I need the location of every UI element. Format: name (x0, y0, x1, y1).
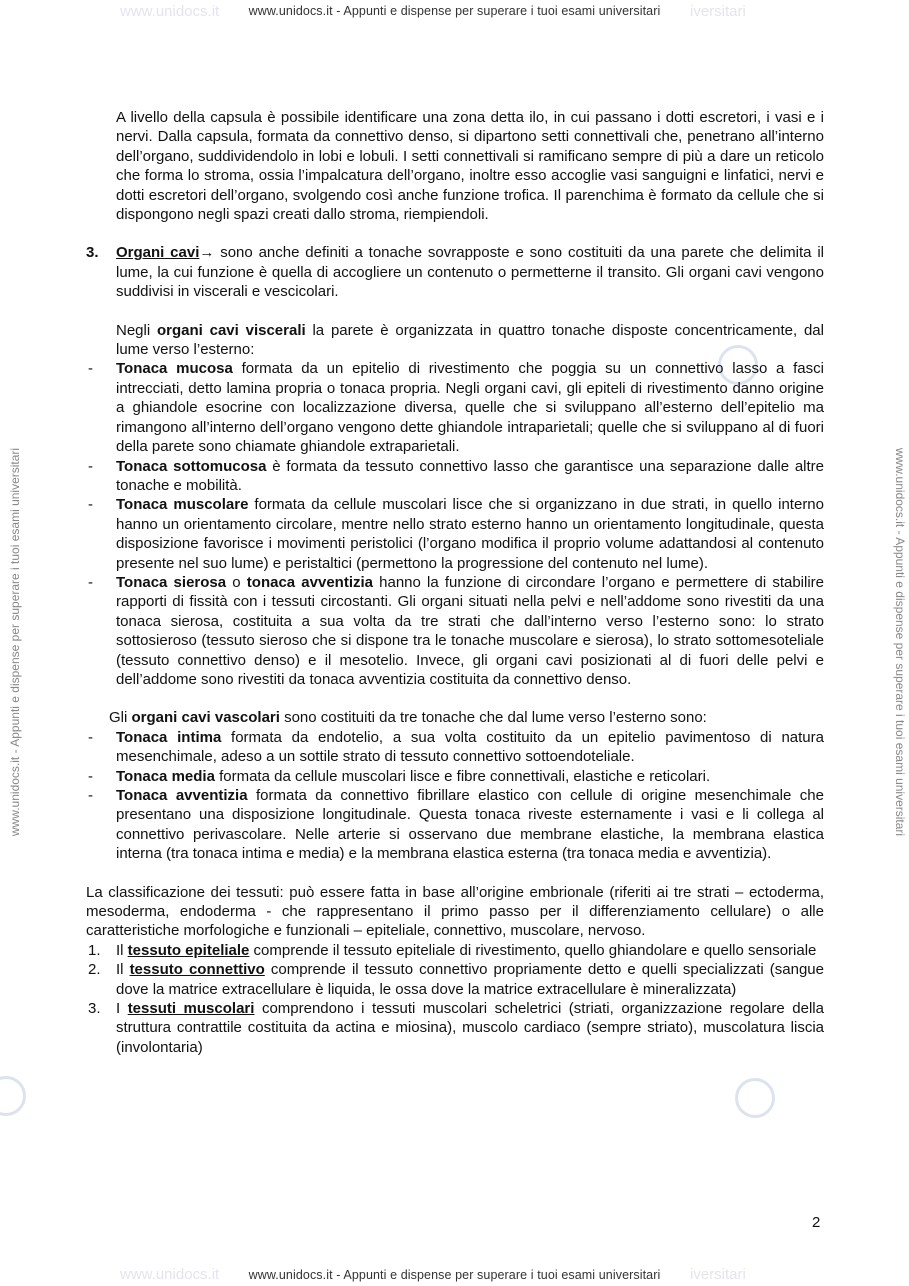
watermark-top[interactable]: www.unidocs.it - Appunti e dispense per superare i tuoi esami universitari (248, 4, 661, 18)
watermark-ghost-top: www.unidocs.it (120, 3, 220, 20)
classification-paragraph: La classificazione dei tessuti: può essere fatta in base all’origine embrionale (riferiti ai tre strati – ectoderma, mesoderma, endoderma - che rappresentano il primo passo per il differenziamento cellulare) o alle caratteristiche morfologiche e funzionali – epiteliale, connettivo, muscolare, nervoso. (86, 883, 824, 940)
list-item: - Tonaca mucosa formata da un epitelio di rivestimento che poggia su un connettivo lasso a fasci intrecciati, detto lamina propria o tonaca propria. Negli organi cavi, gli epiteli di rivestimento danno origine a ghiandole esocrine con localizzazione diversa, quelle che si sviluppano all’esterno dell’epitelio ma rimangono all’interno dell’organo vengono dette ghiandole intraparietali; quelle che si sviluppano al di fuori della parete sono chiamate ghiandole extraparietali. (88, 360, 824, 456)
list-item: - Tonaca muscolare formata da cellule muscolari lisce che si organizzano in due strati, in quello interno hanno un orientamento circolare, mentre nello strato esterno hanno un orientamento longitudinale, questa disposizione favorisce i movimenti peristolici (l’organo modifica il proprio volume adattandosi al contenuto presente nel suo lume) e peristaltici (permettono la progressione del contenuto nel lume). (88, 496, 824, 572)
list-item: - Tonaca sierosa o tonaca avventizia hanno la funzione di circondare l’organo e permettere di stabilire rapporti di fissità con i tessuti circostanti. Gli organi situati nella pelvi e nell’addome sono rivestiti da una tonaca sierosa, costituita a sua volta da tre strati che dall’interno verso l’esterno sono: lo strato sottosieroso (tessuto sieroso che si dispone tra le tonache muscolare e sierosa), lo strato sottomesoteliale (tessuto connettivo denso) e il mesotelio. Invece, gli organi cavi posizionati al di fuori delle pelvi e dell’addome sono rivestiti da tonaca avventizia costituita da connettivo denso. (88, 573, 825, 688)
term-tessuto-connettivo: tessuto connettivo (129, 961, 265, 979)
watermark-bottom[interactable]: www.unidocs.it - Appunti e dispense per superare i tuoi esami universitari (248, 1268, 661, 1282)
term-organi-cavi-viscerali: organi cavi viscerali (156, 321, 306, 339)
term-organi-cavi: Organi cavi (116, 244, 200, 262)
list-item: - Tonaca sottomucosa è formata da tessuto connettivo lasso che garantisce una separazione dalle altre tonache e mobilità. (88, 457, 824, 494)
list-item: 1. Il tessuto epiteliale comprende il tessuto epiteliale di rivestimento, quello ghiandolare e quello sensoriale (88, 941, 817, 959)
watermark-right: www.unidocs.it - Appunti e dispense per superare i tuoi esami universitari (893, 447, 907, 837)
visceral-list (86, 359, 824, 689)
list-item: - Tonaca media formata da cellule muscolari lisce e fibre connettivali, elastiche e reticolari. (88, 767, 711, 785)
list-item: - Tonaca avventizia formata da connettivo fibrillare elastico con cellule di origine mesenchimale che presentano una disposizione longitudinale. Questa tonaca riveste esternamente i vasi e li collega al connettivo perivascolare. Nelle arterie si osservano due membrane elastiche, la membrana elastica interna (tra tonaca intima e media) e la membrana elastica esterna (tra tonaca media e avventizia). (88, 787, 824, 863)
watermark-ghost-top-right: iversitari (690, 3, 746, 20)
visceral-intro: Negli organi cavi viscerali la parete è organizzata in quattro tonache disposte concentricamente, dal lume verso l’esterno: (116, 321, 824, 359)
item-number: 3. (86, 244, 99, 262)
vascular-list (86, 728, 824, 864)
list-item: 2. Il tessuto connettivo comprende il tessuto connettivo propriamente detto e quelli specializzati (sangue dove la matrice extracellulare è liquida, le ossa dove la matrice extracellulare è mineralizzata) (88, 961, 824, 998)
watermark-ghost-bottom-right: iversitari (690, 1266, 746, 1283)
arrow-icon: → (199, 244, 215, 262)
tissue-list (86, 941, 824, 1057)
page-number: 2 (812, 1214, 821, 1231)
list-item: 3. I tessuti muscolari comprendono i tessuti muscolari scheletrici (striati, organizzazione regolare della struttura contrattile costituita da actina e miosina), muscolo cardiaco (sempre striato), muscolatura liscia (involontaria) (88, 1000, 824, 1056)
item-organi-cavi (86, 243, 824, 301)
term-tessuto-epiteliale: tessuto epiteliale (127, 941, 250, 959)
watermark-left: www.unidocs.it - Appunti e dispense per superare i tuoi esami universitari (8, 447, 22, 837)
watermark-logo-icon (735, 1078, 775, 1118)
item-text: sono anche definiti a tonache sovrapposte e sono costituiti da una parete che delimita il lume, la cui funzione è quella di accogliere un contenuto o permetterne il transito. Gli organi cavi vengono suddivisi in viscerali e vescicolari. (116, 244, 824, 301)
term-organi-cavi-vascolari: organi cavi vascolari (131, 709, 280, 727)
vascular-intro: Gli organi cavi vascolari sono costituiti da tre tonache che dal lume verso l’esterno sono: (109, 709, 707, 727)
term-tessuti-muscolari: tessuti muscolari (127, 1000, 255, 1018)
watermark-ghost-bottom: www.unidocs.it (120, 1266, 220, 1283)
intro-paragraph: A livello della capsula è possibile identificare una zona detta ilo, in cui passano i dotti escretori, i vasi e i nervi. Dalla capsula, formata da connettivo denso, si dipartono setti connettivali che, penetrano all’interno dell’organo, suddividendolo in lobi e lobuli. I setti connettivali si ramificano sempre di più a dare un reticolo che forma lo stroma, ossia l’impalcatura dell’organo, inoltre esso accoglie vasi sanguigni e linfatici, nervi e dotti escretori dell’organo, svolgendo così anche funzione trofica. Il parenchima è formato da cellule che si dispongono negli spazi creati dallo stroma, riempiendoli. (116, 109, 824, 224)
list-item: - Tonaca intima formata da endotelio, a sua volta costituito da un epitelio pavimentoso di natura mesenchimale, adeso a un sottile strato di tessuto connettivo sottoendoteliale. (88, 728, 824, 766)
watermark-logo-icon (0, 1076, 26, 1116)
document-body (86, 108, 824, 1057)
